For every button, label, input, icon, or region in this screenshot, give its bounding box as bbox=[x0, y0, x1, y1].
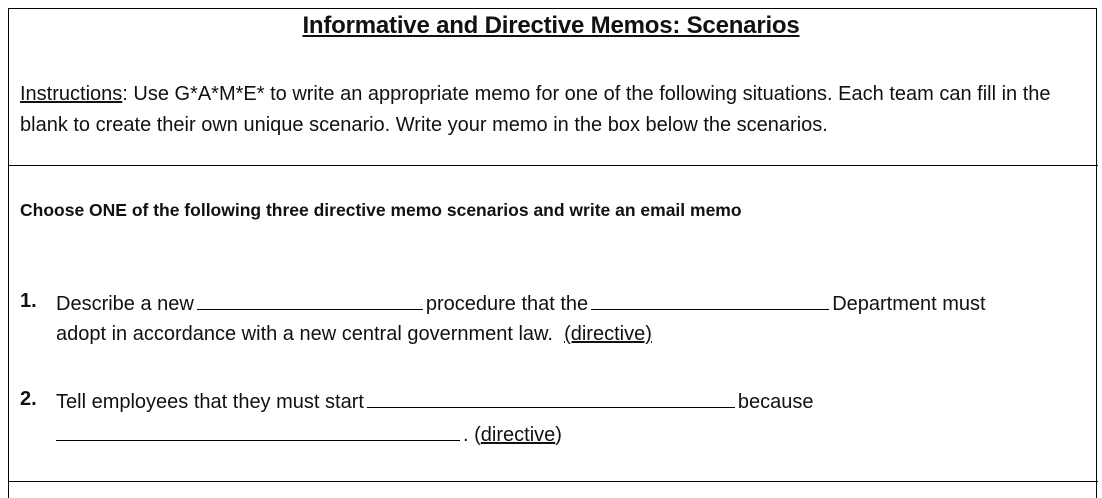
section-divider bbox=[8, 481, 1098, 482]
fill-in-blank[interactable] bbox=[367, 388, 735, 408]
scenario-line: adopt in accordance with a new central government law. (directive) bbox=[56, 323, 652, 345]
directive-tag: directive bbox=[480, 424, 556, 446]
instructions-text: : Use G*A*M*E* to write an appropriate memo for one of the following situations. Each team can fill in the blank to create their own unique scenario. Write your memo in the box below the scenarios. bbox=[20, 83, 1051, 136]
choose-heading: Choose ONE of the following three directive memo scenarios and write an email memo bbox=[20, 200, 742, 220]
instructions-paragraph bbox=[20, 79, 1090, 141]
directive-tag: (directive) bbox=[564, 323, 652, 345]
page-title: Informative and Directive Memos: Scenarios bbox=[302, 12, 800, 39]
fill-in-blank[interactable] bbox=[197, 290, 423, 310]
fill-in-blank[interactable] bbox=[591, 290, 829, 310]
scenario-number: 2. bbox=[20, 388, 37, 410]
scenario-line: Tell employees that they must start because bbox=[56, 388, 814, 414]
scenario-line: . (directive) bbox=[56, 421, 562, 447]
scenario-number: 1. bbox=[20, 290, 37, 312]
instructions-label: Instructions bbox=[20, 83, 123, 105]
scenario-line: Describe a new procedure that the Department must bbox=[56, 290, 986, 316]
section-divider bbox=[8, 165, 1098, 166]
fill-in-blank[interactable] bbox=[56, 421, 460, 441]
